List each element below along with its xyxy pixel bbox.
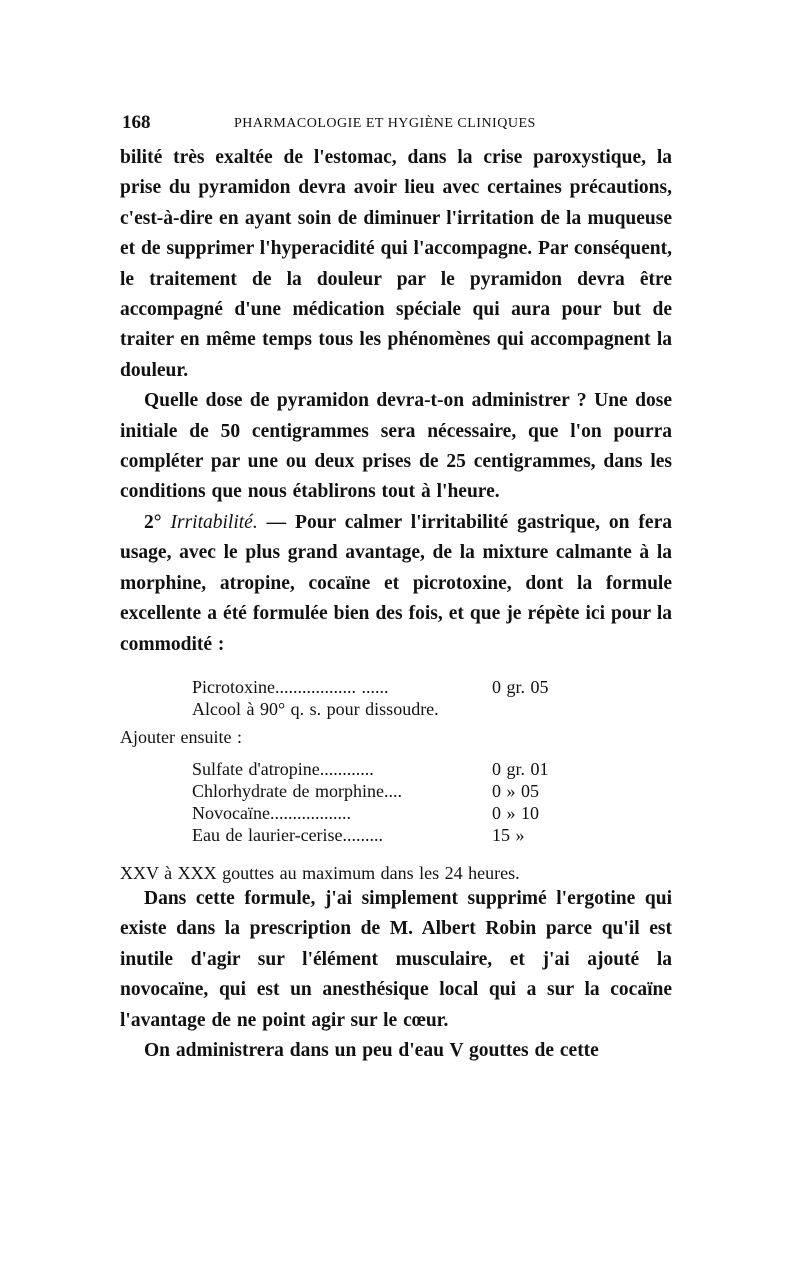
ingredient-quantity: 15 » [492, 824, 525, 845]
section-number: 2° [144, 511, 171, 533]
ingredient-name: Chlorhydrate de morphine.... [192, 780, 402, 801]
page-body [120, 143, 672, 1066]
ingredient-name: Sulfate d'atropine............ [192, 758, 374, 779]
formula-row [192, 676, 549, 698]
formula-row [192, 758, 572, 780]
ingredient-name: Eau de laurier-cerise......... [192, 824, 384, 845]
paragraph-3-text: — Pour calmer l'irritabilité gastrique, on fera usage, avec le plus grand avantage, de la mixture calmante à la morphine, atropine, cocaïne et picrotoxine, dont la formule excellente a été formulée bien des fois, et que je répète ici pour la commodité : [120, 511, 672, 655]
running-title: PHARMACOLOGIE ET HYGIÈNE CLINIQUES [234, 116, 536, 131]
paragraph-2: Quelle dose de pyramidon devra-t-on administrer ? Une dose initiale de 50 centigrammes sera nécessaire, que l'on pourra compléter par une ou deux prises de 25 centigrammes, dans les conditions que nous établirons tout à l'heure. [120, 390, 672, 503]
paragraph-5: On administrera dans un peu d'eau V gouttes de cette [144, 1039, 599, 1061]
ingredient-name: Picrotoxine.................. ...... [192, 676, 389, 697]
ingredient-quantity: 0 gr. 05 [492, 676, 549, 697]
paragraph-4: Dans cette formule, j'ai simplement supprimé l'ergotine qui existe dans la prescription de M. Albert Robin parce qu'il est inutile d'agir sur l'élément musculaire, et j'ai ajouté la novocaïne, qui est un anesthésique local qui a sur la cocaïne l'avantage de ne point agir sur le cœur. [120, 887, 672, 1031]
formula-mixture [192, 758, 572, 846]
ingredient-quantity: 0 gr. 01 [492, 758, 549, 779]
formula-picrotoxine [192, 676, 549, 720]
page-number: 168 [122, 112, 151, 133]
ajouter-ensuite: Ajouter ensuite : [120, 726, 242, 747]
ingredient-name: Novocaïne.................. [192, 802, 351, 823]
formula-row [192, 802, 572, 824]
formula-row-solvent: Alcool à 90° q. s. pour dissoudre. [192, 698, 439, 719]
ingredient-quantity: 0 » 05 [492, 780, 539, 801]
ingredient-quantity: 0 » 10 [492, 802, 539, 823]
dosage-instruction: XXV à XXX gouttes au maximum dans les 24 heures. [120, 862, 520, 883]
paragraph-1: bilité très exaltée de l'estomac, dans la crise paroxystique, la prise du pyramidon devra avoir lieu avec certaines précautions, c'est-à-dire en ayant soin de diminuer l'irritation de la muqueuse et de supprimer l'hyperacidité qui l'accompagne. Par conséquent, le traitement de la douleur par le pyramidon devra être accompagné d'une médication spéciale qui aura pour but de traiter en même temps tous les phénomènes qui accompagnent la douleur. [120, 147, 672, 381]
formula-row [192, 824, 572, 846]
section-title: Irritabilité. [170, 511, 258, 533]
paragraph-3 [120, 508, 672, 660]
formula-row [192, 780, 572, 802]
